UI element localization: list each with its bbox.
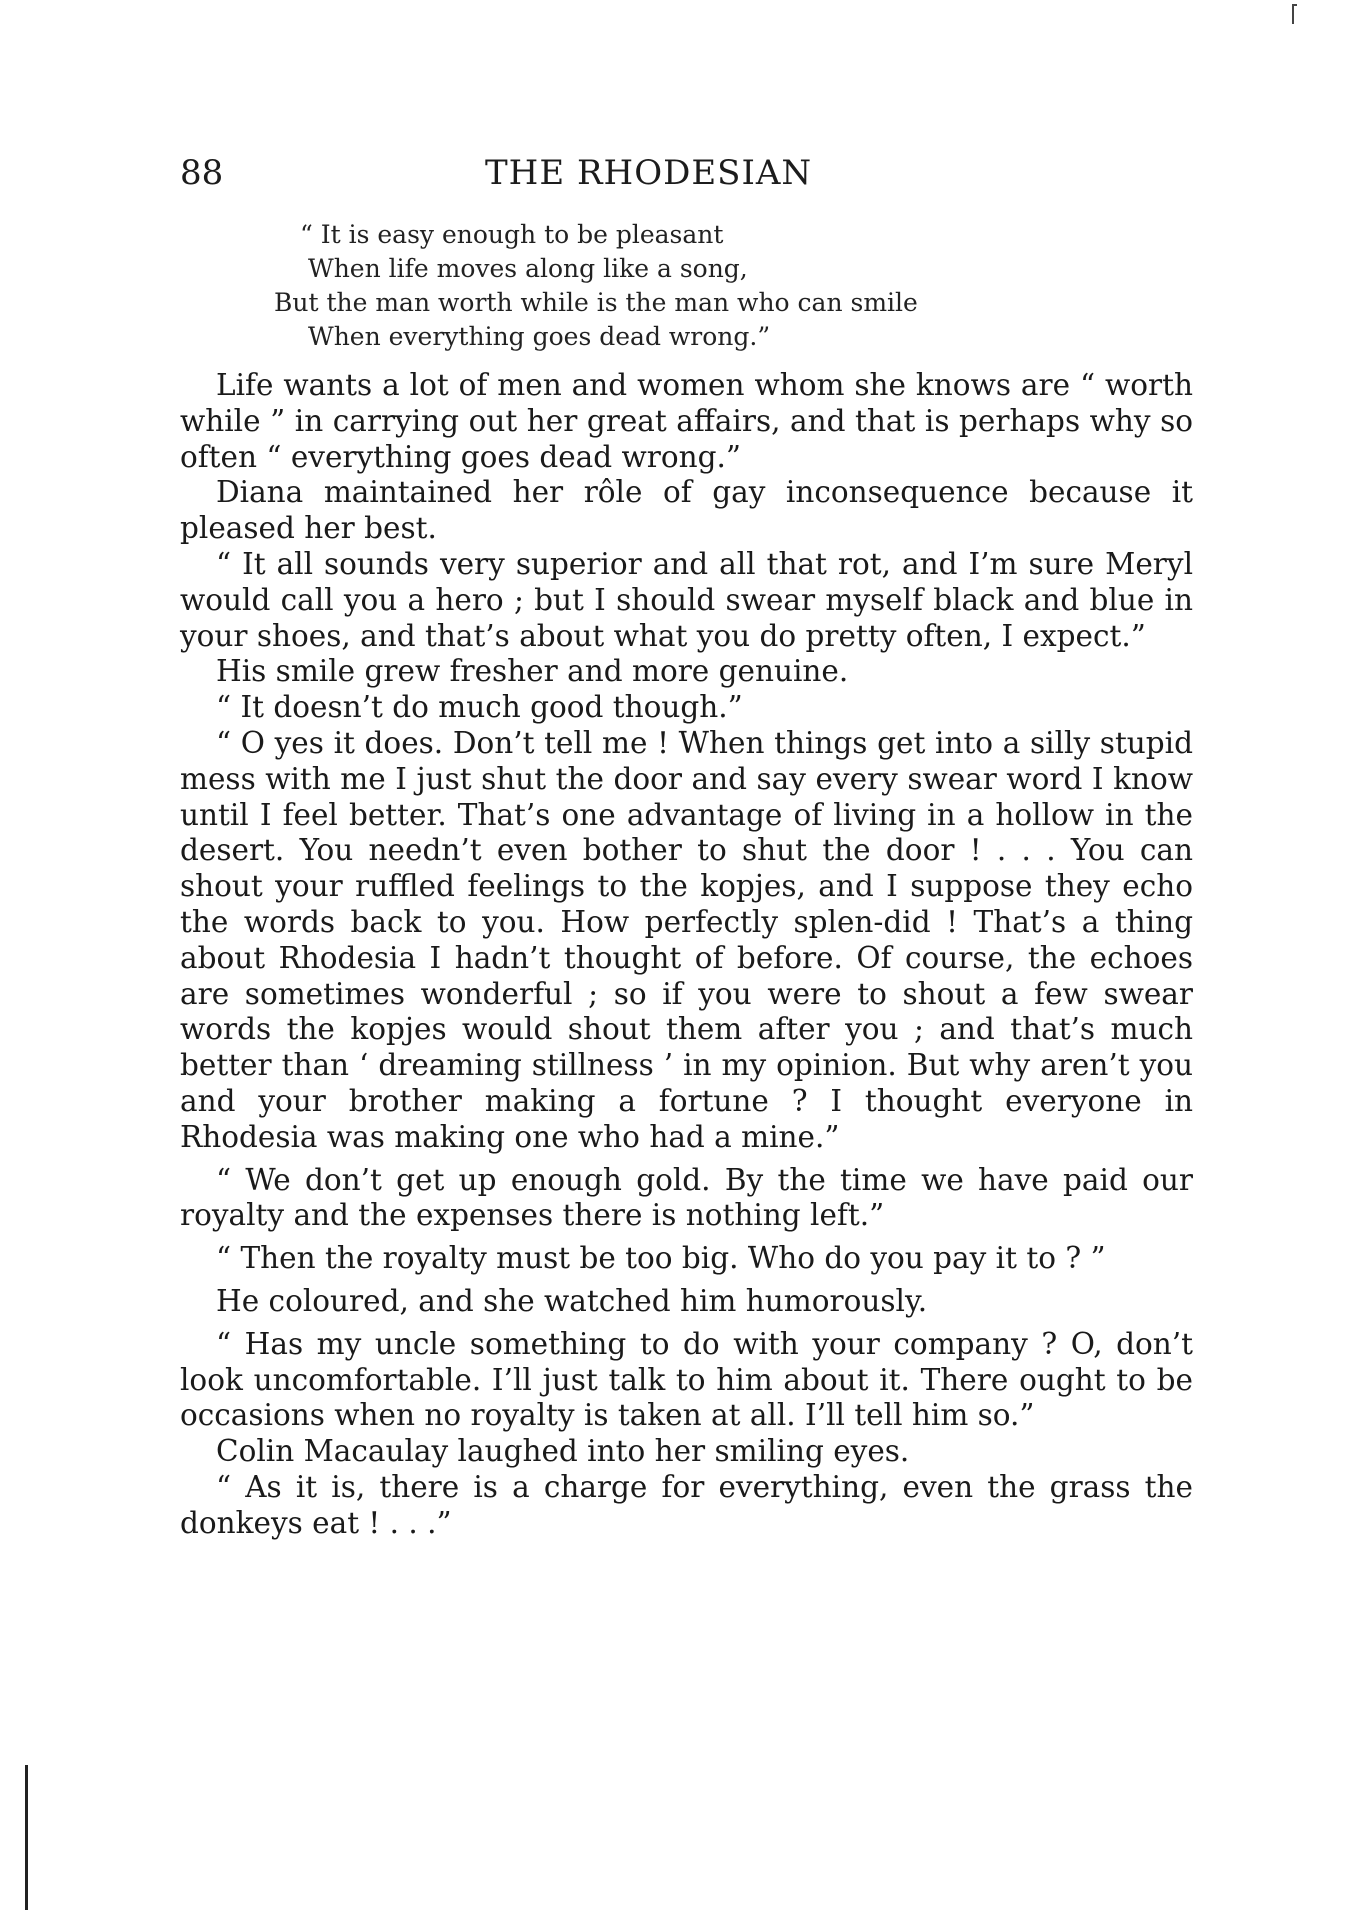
binding-edge-line: [25, 1765, 28, 1910]
paragraph: Life wants a lot of men and women whom she knows are “ worth while ” in carrying out her great affairs, and that is perhaps why so often “ everything goes dead wrong.”: [180, 368, 1193, 474]
paragraph: “ Then the royalty must be too big. Who do you pay it to ? ”: [216, 1241, 1106, 1276]
paragraph: “ It doesn’t do much good though.”: [216, 690, 743, 725]
paragraph: Diana maintained her rôle of gay inconsequence because it pleased her best.: [180, 475, 1193, 546]
paragraph: Colin Macaulay laughed into her smiling eyes.: [216, 1434, 910, 1469]
running-head-title: THE RHODESIAN: [485, 153, 813, 193]
paragraph: “ We don’t get up enough gold. By the time we have paid our royalty and the expenses there is nothing left.”: [180, 1162, 1193, 1233]
verse-line: When everything goes dead wrong.”: [308, 322, 771, 351]
page-number: 88: [180, 153, 224, 193]
body-text: [180, 368, 1193, 1542]
paragraph: His smile grew fresher and more genuine.: [216, 654, 849, 689]
corner-mark: [1292, 4, 1297, 24]
paragraph: “ Has my uncle something to do with your company ? O, don’t look uncomfortable. I’ll just talk to him about it. There ought to be occasions when no royalty is taken at all. I’ll tell him so.”: [180, 1326, 1193, 1433]
verse-line: When life moves along like a song,: [308, 254, 748, 283]
verse-line: But the man worth while is the man who can smile: [274, 288, 918, 317]
paragraph: “ O yes it does. Don’t tell me ! When things get into a silly stupid mess with me I just shut the door and say every swear word I know until I feel better. That’s one advantage of living in a hollow in the desert. You needn’t even bother to shut the door ! . . . You can shout your ruffled feelings to the kopjes, and I suppose they echo the words back to you. How perfectly splen-did ! That’s a thing about Rhodesia I hadn’t thought of before. Of course, the echoes are sometimes wonderful ; so if you were to shout a few swear words the kopjes would shout them after you ; and that’s much better than ‘ dreaming stillness ’ in my opinion. But why aren’t you and your brother making a fortune ? I thought everyone in Rhodesia was making one who had a mine.”: [180, 725, 1193, 1154]
paragraph: “ It all sounds very superior and all that rot, and I’m sure Meryl would call you a hero ; but I should swear myself black and blue in your shoes, and that’s about what you do pretty often, I expect.”: [180, 546, 1193, 653]
paragraph: He coloured, and she watched him humorously.: [216, 1283, 928, 1318]
paragraph: “ As it is, there is a charge for everything, even the grass the donkeys eat ! . . .”: [180, 1469, 1193, 1540]
verse-line: “ It is easy enough to be pleasant: [300, 220, 724, 249]
